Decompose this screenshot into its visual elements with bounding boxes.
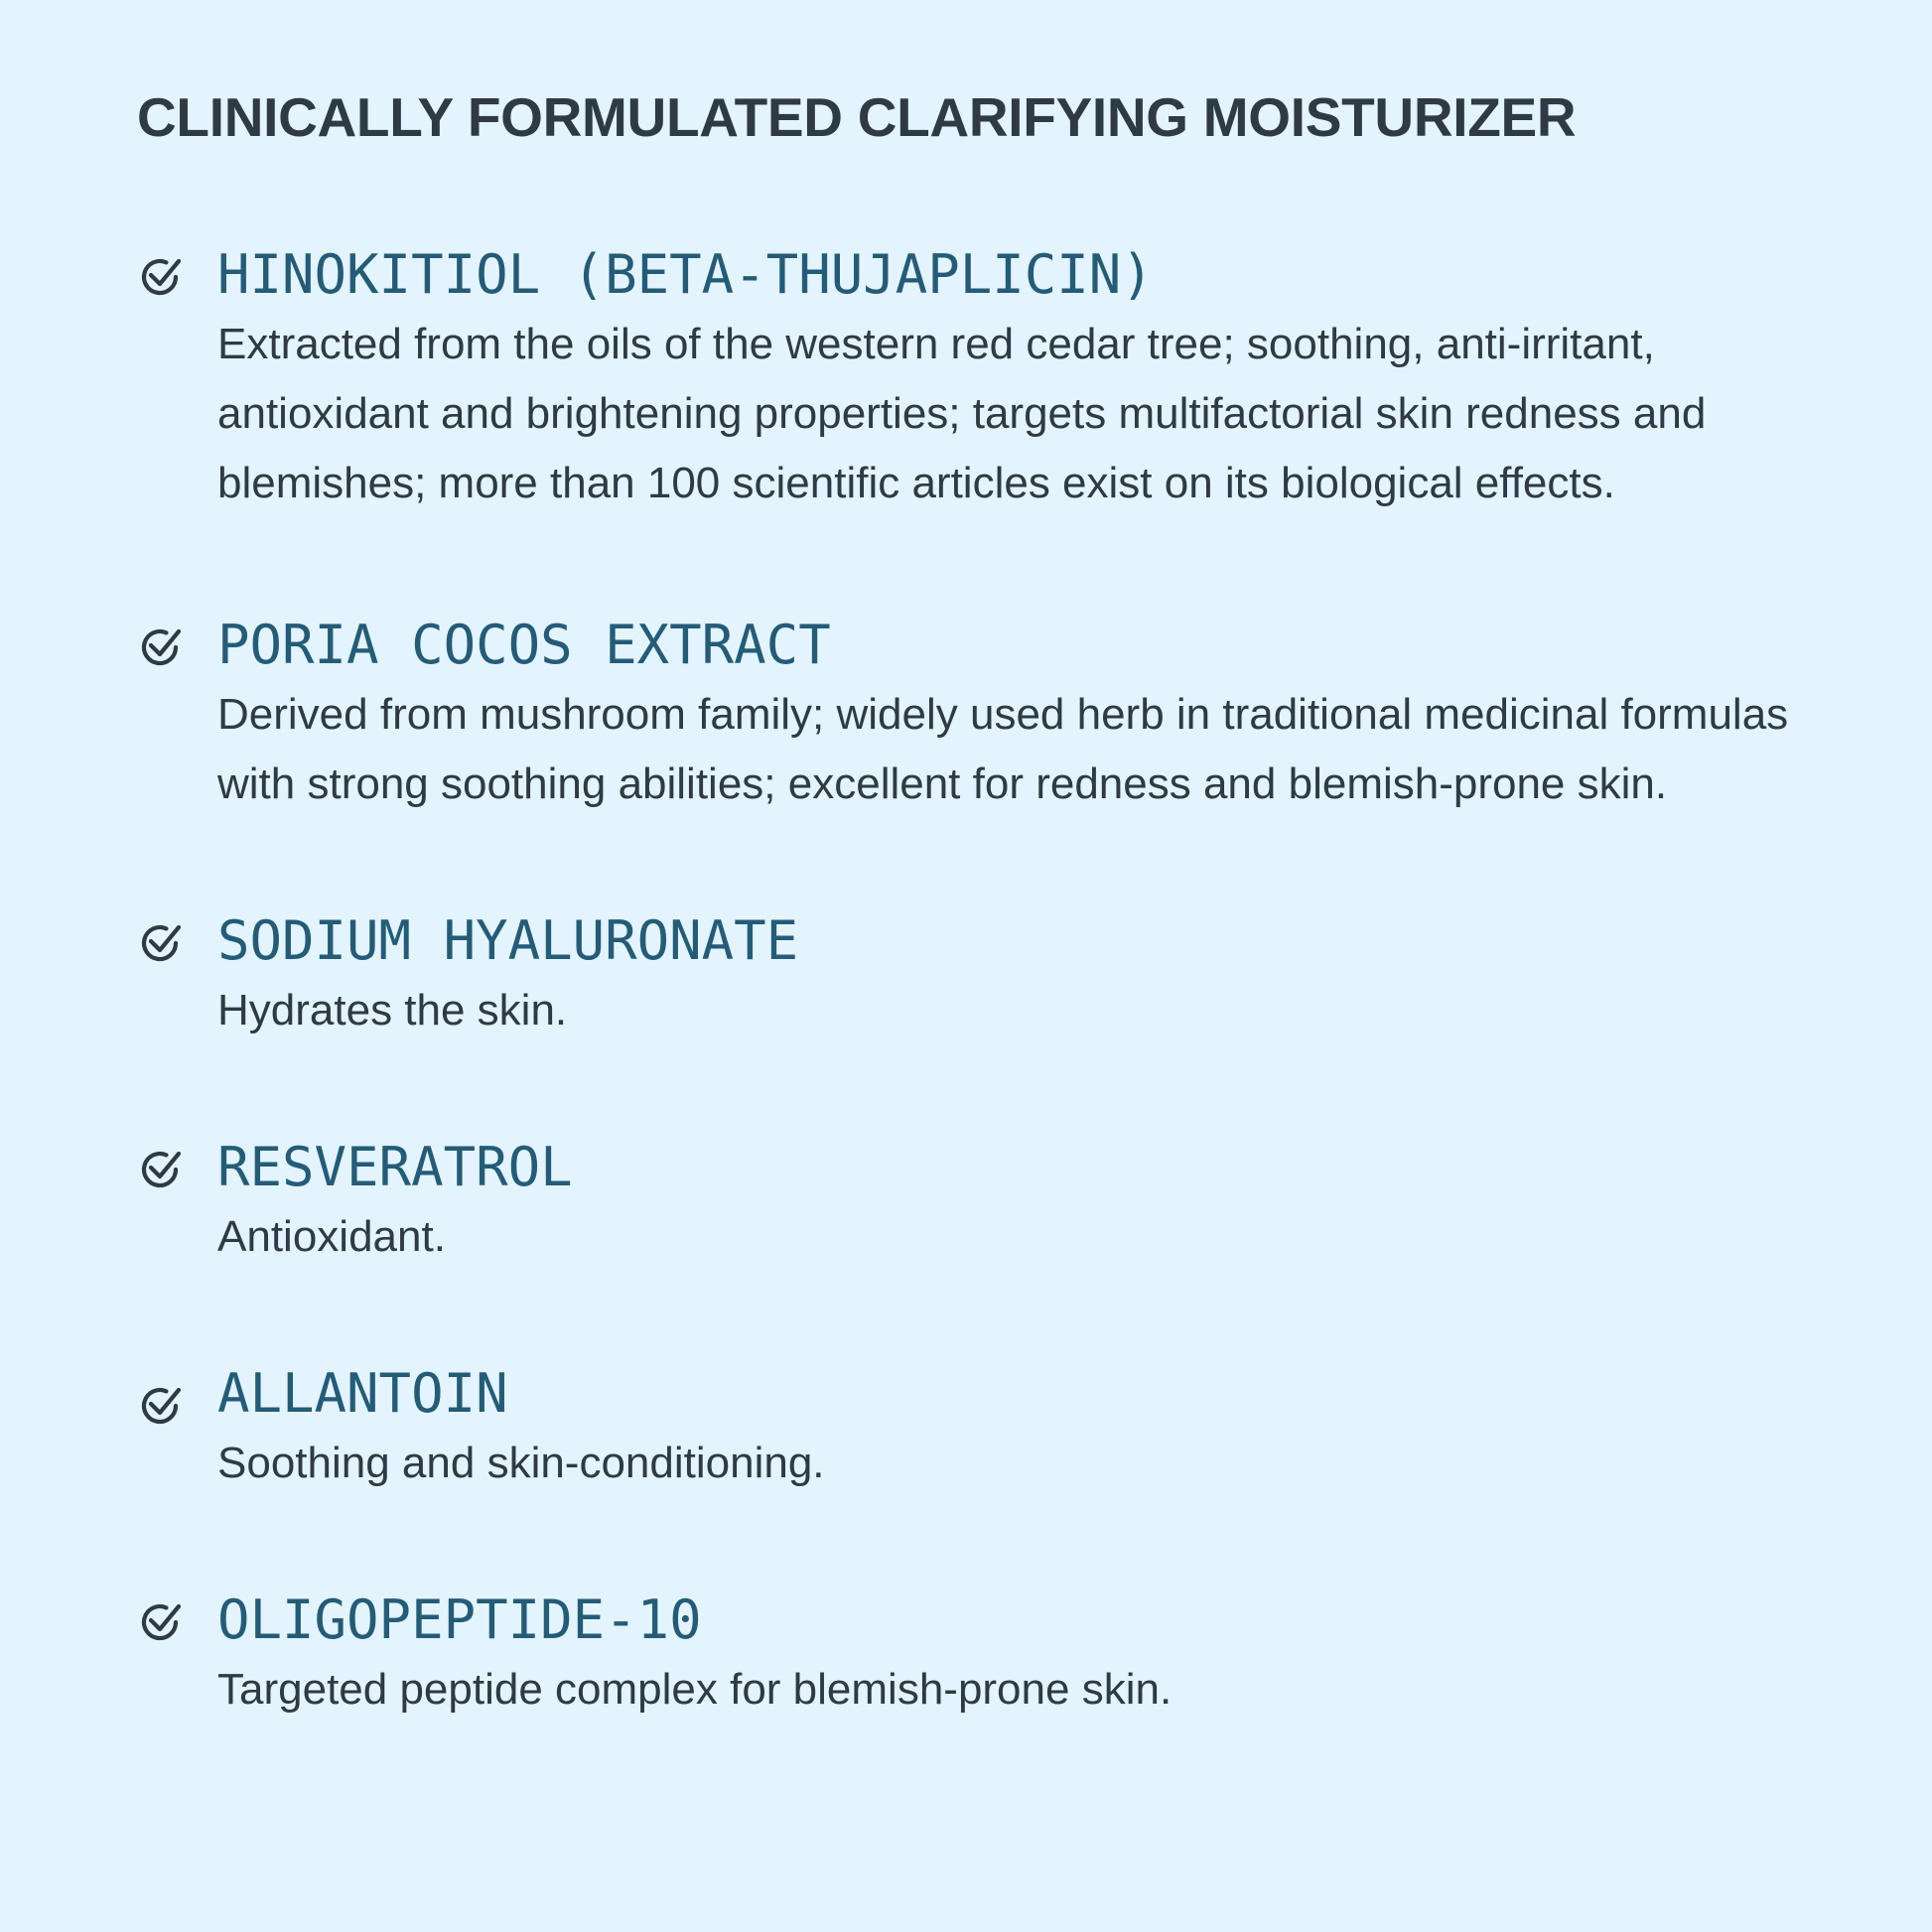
ingredient-description: Targeted peptide complex for blemish-prone skin.: [217, 1665, 1173, 1714]
ingredient-description: Soothing and skin-conditioning.: [217, 1439, 825, 1487]
ingredient-item-poria-cocos: [137, 611, 1823, 819]
ingredient-item-oligopeptide-10: [137, 1586, 1823, 1725]
check-circle-icon: [137, 1381, 185, 1429]
ingredient-name: ALLANTOIN: [217, 1362, 508, 1425]
ingredient-list: [137, 240, 1823, 1725]
ingredient-name: SODIUM HYALURONATE: [217, 909, 799, 972]
check-circle-icon: [137, 918, 185, 966]
ingredient-description: Antioxidant.: [217, 1212, 446, 1261]
check-circle-icon: [137, 252, 185, 300]
ingredient-name: HINOKITIOL (BETA-THUJAPLICIN): [217, 243, 1154, 306]
ingredient-item-allantoin: [137, 1359, 1823, 1498]
ingredient-description: Hydrates the skin.: [217, 986, 568, 1035]
check-circle-icon: [137, 1597, 185, 1645]
page-title: CLINICALLY FORMULATED CLARIFYING MOISTURIZER: [137, 86, 1577, 148]
ingredient-name: OLIGOPEPTIDE-10: [217, 1588, 702, 1651]
ingredient-item-hinokitiol: [137, 240, 1823, 518]
ingredient-name: RESVERATROL: [217, 1136, 573, 1198]
ingredient-description: Extracted from the oils of the western red cedar tree; soothing, anti-irritant, antioxidant and brightening properties; targets multifactorial skin redness and blemishes; more than 100 scientific articles exist on its biological effects.: [217, 320, 1707, 507]
check-circle-icon: [137, 622, 185, 670]
ingredient-name: PORIA COCOS EXTRACT: [217, 614, 831, 676]
check-circle-icon: [137, 1145, 185, 1192]
ingredient-item-resveratrol: [137, 1133, 1823, 1272]
ingredient-description: Derived from mushroom family; widely used herb in traditional medicinal formulas with strong soothing abilities; excellent for redness and blemish-prone skin.: [217, 690, 1789, 808]
ingredient-item-sodium-hyaluronate: [137, 906, 1823, 1045]
